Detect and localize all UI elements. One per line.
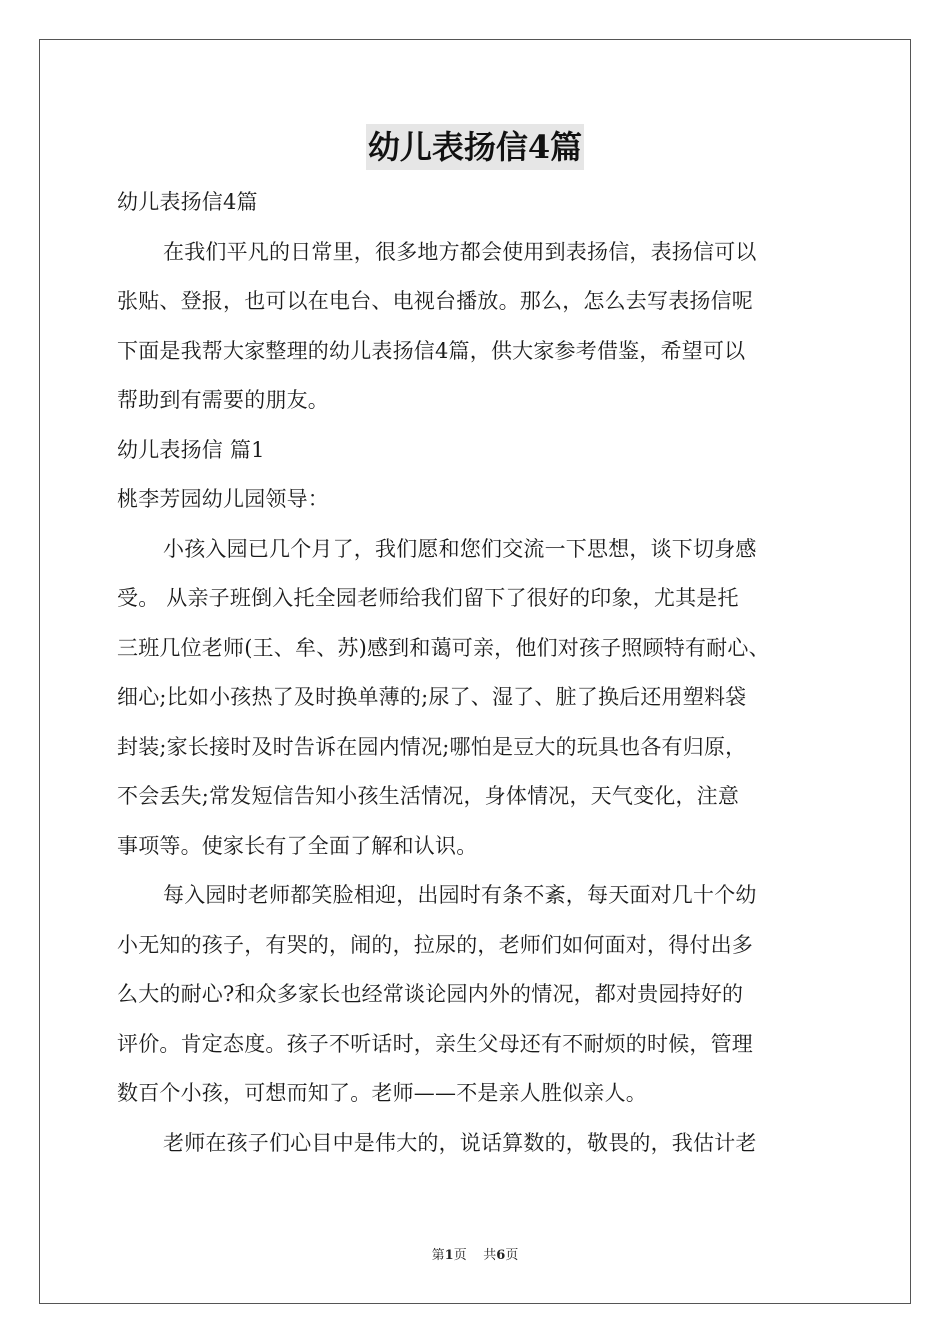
- body-line: 受。 从亲子班倒入托全园老师给我们留下了很好的印象，尤其是托: [117, 586, 739, 610]
- document-title: 幼儿表扬信4篇: [366, 124, 584, 170]
- footer-total-pages: 6: [496, 1248, 506, 1263]
- body-line: 评价。肯定态度。孩子不听话时，亲生父母还有不耐烦的时候，管理: [117, 1031, 753, 1056]
- footer-total-suffix: 页: [505, 1248, 519, 1263]
- body-line: 细心;比如小孩热了及时换单薄的;尿了、湿了、脏了换后还用塑料袋: [117, 685, 747, 709]
- body-line: 三班几位老师(王、牟、苏)感到和蔼可亲，他们对孩子照顾特有耐心、: [117, 635, 770, 660]
- page-footer: [0, 1244, 950, 1263]
- body-line: 下面是我帮大家整理的幼儿表扬信4篇，供大家参考借鉴，希望可以: [117, 338, 746, 363]
- body-line: 数百个小孩，可想而知了。老师——不是亲人胜似亲人。: [117, 1081, 647, 1105]
- footer-page-prefix: 第: [431, 1248, 445, 1263]
- body-line: 桃李芳园幼儿园领导：: [117, 487, 329, 511]
- body-line: 幼儿表扬信4篇: [117, 190, 258, 214]
- body-line: 不会丢失;常发短信告知小孩生活情况，身体情况，天气变化，注意: [117, 784, 740, 808]
- body-line: 老师在孩子们心目中是伟大的，说话算数的，敬畏的，我估计老: [163, 1130, 757, 1155]
- document-body: [117, 178, 837, 1168]
- footer-page-number: 1: [444, 1248, 454, 1263]
- footer-page-suffix: 页: [453, 1248, 467, 1263]
- body-line: 封装;家长接时及时告诉在园内情况;哪怕是豆大的玩具也各有归原，: [117, 734, 747, 759]
- body-line: 在我们平凡的日常里，很多地方都会使用到表扬信，表扬信可以: [163, 239, 757, 264]
- body-line: 小无知的孩子，有哭的，闹的，拉尿的，老师们如何面对，得付出多: [117, 932, 753, 957]
- body-line: 么大的耐心?和众多家长也经常谈论园内外的情况，都对贵园持好的: [117, 982, 744, 1006]
- body-line: 幼儿表扬信 篇1: [117, 437, 265, 462]
- body-line: 张贴、登报，也可以在电台、电视台播放。那么，怎么去写表扬信呢: [117, 289, 753, 313]
- body-line: 事项等。使家长有了全面了解和认识。: [117, 833, 478, 858]
- body-line: 帮助到有需要的朋友。: [117, 388, 329, 412]
- title-container: [0, 124, 950, 170]
- body-line: 每入园时老师都笑脸相迎，出园时有条不紊，每天面对几十个幼: [163, 883, 757, 907]
- body-line: 小孩入园已几个月了，我们愿和您们交流一下思想，谈下切身感: [163, 536, 757, 561]
- footer-total-prefix: 共: [483, 1248, 497, 1263]
